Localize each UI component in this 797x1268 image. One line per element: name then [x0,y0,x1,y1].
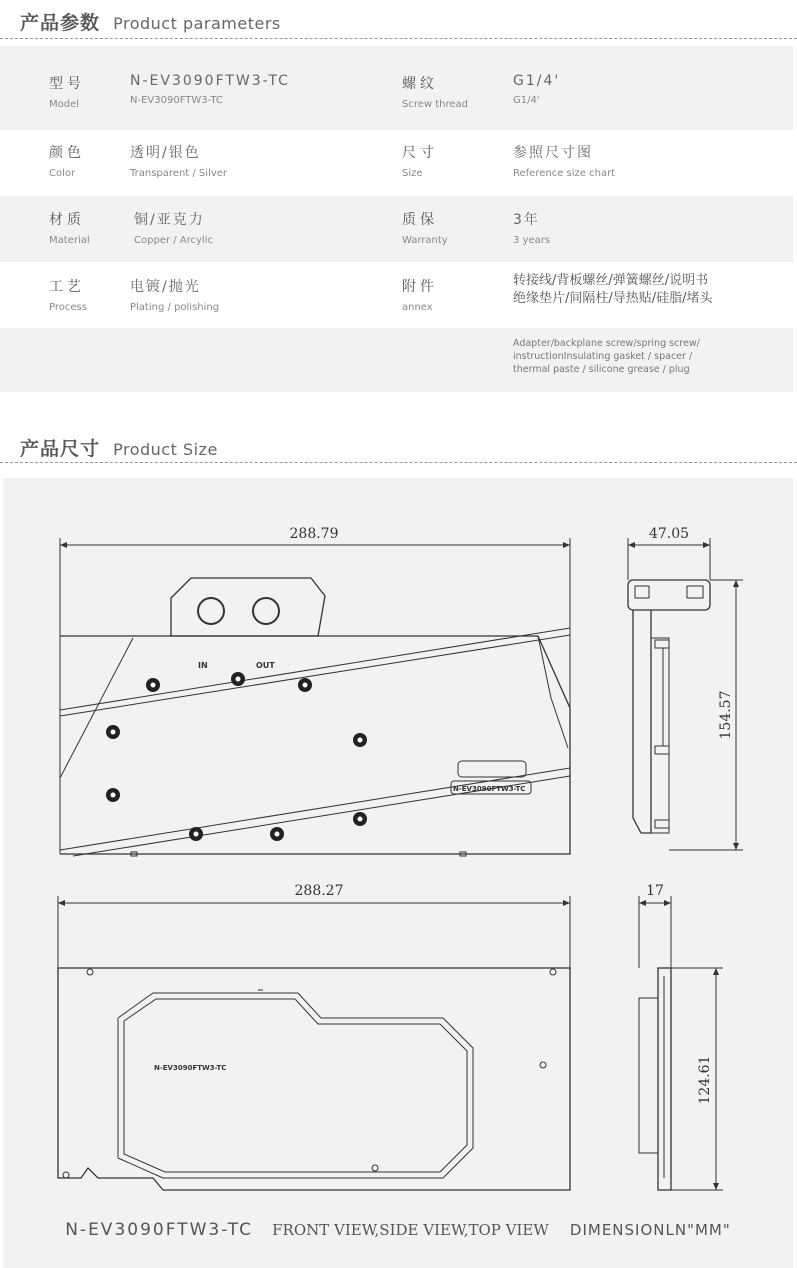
block-engraving: N-EV3090FTW3-TC [453,785,526,793]
footer-dimension: DIMENSIONLN"MM" [569,1221,731,1239]
param-row-process [0,262,793,328]
in-label: IN [198,661,208,670]
param-row-model [0,46,793,130]
param-row-material [0,196,793,262]
backplate-side-view [639,896,723,1190]
color-label: 颜色 Color [49,145,85,179]
footer-model: N-EV3090FTW3-TC [65,1220,254,1240]
size-label: 尺寸 Size [402,145,438,179]
params-title-cn: 产品参数 [20,12,101,34]
block-front-view [60,538,570,856]
size-title-en: Product Size [113,440,218,459]
size-section-header [20,434,790,474]
backplate-depth-dim: 17 [646,883,664,899]
material-value: 铜/亚克力 Copper / Arcylic [134,212,213,246]
block-height-dim: 154.57 [718,690,734,740]
params-title-en: Product parameters [113,14,281,33]
annex-label: 附件 annex [402,279,438,313]
out-label: OUT [256,661,275,670]
dimension-drawing [3,478,793,1268]
backplate-width-dim: 288.27 [294,883,344,899]
annex-value-cn: 转接线/背板螺丝/弹簧螺丝/说明书 绝缘垫片/间隔柱/导热贴/硅脂/堵头 [513,273,713,306]
warranty-label: 质保 Warranty [402,212,448,246]
param-row-annex-en [0,328,793,392]
backplate-height-dim: 124.61 [697,1055,713,1105]
annex-value-en: Adapter/backplane screw/spring screw/ instructionInsulating gasket / spacer / thermal paste / silicone grease / plug [513,338,700,375]
process-value: 电镀/抛光 Plating / polishing [130,279,220,313]
warranty-value: 3年 3 years [513,212,551,246]
params-section-header [20,8,790,48]
params-table [0,46,793,392]
backplate-engraving: N-EV3090FTW3-TC [154,1064,227,1072]
param-row-color [0,130,793,196]
backplate-front-view [58,896,570,1190]
material-label: 材质 Material [49,212,90,246]
screw-thread-value: G1/4' G1/4' [513,73,561,106]
block-width-dim: 288.79 [289,526,339,542]
drawing-svg [3,478,793,1268]
size-divider [0,462,797,463]
block-screw-holes [106,672,367,841]
params-divider [0,38,797,39]
model-value: N-EV3090FTW3-TC N-EV3090FTW3-TC [130,73,290,106]
screw-thread-label: 螺纹 Screw thread [402,76,469,110]
size-value: 参照尺寸图 Reference size chart [513,145,616,179]
size-title-cn: 产品尺寸 [20,438,101,460]
color-value: 透明/银色 Transparent / Silver [130,145,228,179]
footer-views: FRONT VIEW,SIDE VIEW,TOP VIEW [272,1221,549,1239]
model-label: 型号 Model [49,76,85,110]
drawing-footer [3,1220,793,1240]
block-depth-dim: 47.05 [648,526,690,542]
process-label: 工艺 Process [49,279,87,313]
